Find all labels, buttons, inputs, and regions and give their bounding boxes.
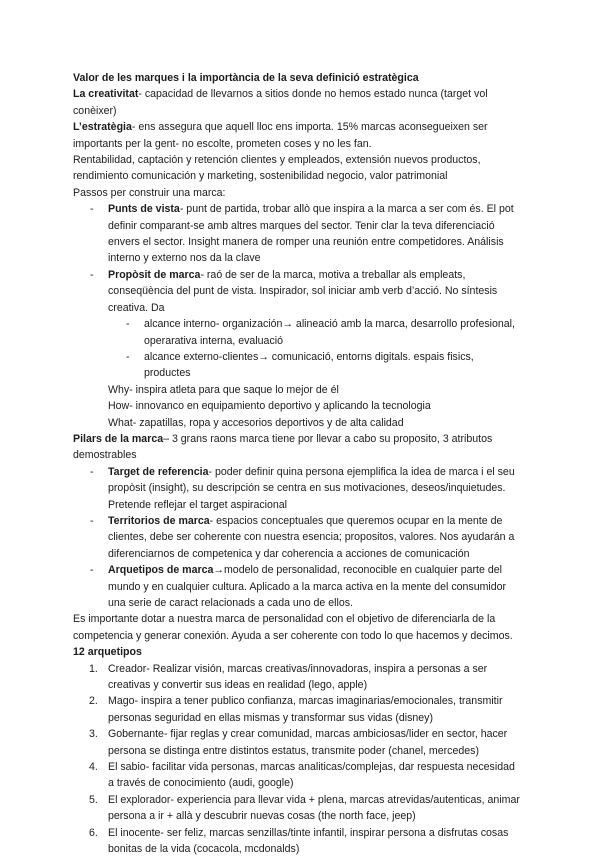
estrategia-term: L’estratègia — [73, 121, 132, 134]
arquetipos-list — [73, 661, 523, 858]
list-item-text: Gobernante- fijar reglas y crear comunidad, marcas ambiciosas/lider en sector, hacer persona se distinga entre distintos estatus, transmite poder (chanel, mercedes) — [108, 728, 508, 757]
estrategia-text: - ens assegura que aquell lloc ens importa. 15% marcas aconsegueixen ser importants per la gent- no escolte, prometen coses y no les fan. — [73, 121, 488, 150]
list-item — [73, 562, 523, 611]
list-item-text: →modelo de personalidad, reconocible en cualquier parte del mundo y en cualquier cultura. Aplicado a la marca activa en la mente del consumidor una serie de caract relacionads a cada uno de ellos. — [108, 564, 507, 609]
arquetipos-heading: 12 arquetipos — [73, 646, 142, 659]
list-item-text: El inocente- ser feliz, marcas senzillas/tinte infantil, inspirar persona a disfrutas cosas bonitas de la vida (cocacola, mcdonalds) — [108, 826, 509, 856]
list-number: 3. — [89, 728, 98, 741]
list-item — [73, 726, 523, 759]
list-item-term: Territorios de marca — [108, 514, 210, 527]
list-item-text: Mago- inspira a tener publico confianza, marcas imaginarias/emocionales, transmitir personas seguridad en ellas mismas y transformar sus vidas (disney) — [108, 695, 503, 724]
what-line: What- zapatillas, ropa y accesorios deportivos y de alta calidad — [108, 416, 404, 429]
creativitat-term: La creativitat — [73, 88, 139, 101]
passos-heading: Passos per construir una marca: — [73, 186, 226, 199]
list-number: 6. — [89, 826, 98, 839]
proposit-sublist — [108, 316, 523, 382]
pilars-text: – 3 grans raons marca tiene por llevar a cabo su proposito, 3 atributos demostrables — [73, 432, 493, 462]
passos-list — [73, 201, 523, 381]
list-item-text: - espacios conceptuales que queremos ocupar en la mente de clientes, debe ser coherente con nuestra esencia; propositos, valores. Nos ayudarán a diferenciarnos de competenica y dar coherencia a acciones de comunicación — [108, 514, 515, 560]
list-item — [73, 759, 523, 792]
list-item — [73, 513, 523, 562]
document-title: Valor de les marques i la importància de la seva definició estratègica — [73, 72, 419, 84]
list-item-term: Punts de vista — [108, 203, 180, 216]
list-item-text: El explorador- experiencia para llevar vida + plena, marcas atrevidas/autenticas, animar persona a ir + allà y descubrir nuevas cosas (the north face, jeep) — [108, 793, 520, 823]
list-item — [73, 267, 523, 382]
list-item-text: - raó de ser de la marca, motiva a treballar als empleats, conseqüència del punt de vista. Inspirador, sol iniciar amb verb d’acció. No síntesis creativa. Da — [108, 268, 498, 314]
list-number: 2. — [89, 695, 98, 708]
list-number: 5. — [89, 793, 98, 806]
why-line: Why- inspira atleta para que saque lo mejor de él — [108, 383, 339, 396]
sub-list-item: - alcance interno- organización→ alineació amb la marca, desarrollo profesional, operarativa interna, evaluació — [108, 316, 523, 349]
list-item-term: Propòsit de marca — [108, 268, 201, 281]
pilars-list — [73, 464, 523, 612]
list-item — [73, 825, 523, 858]
estrategia-paragraph — [73, 119, 523, 152]
importante-paragraph — [73, 611, 523, 660]
creativitat-text: - capacidad de llevarnos a sitios donde no hemos estado nunca (target vol conèixer) — [73, 88, 488, 117]
rentabilidad-paragraph: Rentabilidad, captación y retención clientes y empleados, extensión nuevos productos, rendimiento comunicación y marketing, sostenibilidad negocio, valor patrimonial — [73, 154, 481, 183]
list-item — [73, 693, 523, 726]
list-item-text: El sabio- facilitar vida personas, marcas analiticas/complejas, dar respuesta necesidad a través de conocimiento (audi, google) — [108, 761, 515, 790]
list-item-text: Creador- Realizar visión, marcas creativas/innovadoras, inspira a personas a ser creativas y convertir sus ideas en realidad (lego, apple) — [108, 662, 488, 692]
sub-list-item: - alcance externo-clientes→ comunicació, entorns digitals. espais fisics, productes — [108, 349, 523, 382]
list-item-term: Arquetipos de marca — [108, 564, 214, 577]
how-line: How- innovanco en equipamiento deportivo y aplicando la tecnologia — [108, 400, 431, 413]
list-number: 1. — [89, 662, 98, 675]
why-how-what — [73, 382, 523, 431]
creativitat-paragraph — [73, 86, 523, 119]
importante-text: Es importante dotar a nuestra marca de personalidad con el objetivo de diferenciarla de la competencia y generar conexión. Ayuda a ser coherente con todo lo que hacemos y decimos. — [73, 613, 513, 642]
list-item-term: Target de referencia — [108, 465, 209, 478]
list-item — [73, 201, 523, 267]
document-body — [73, 70, 523, 858]
list-number: 4. — [89, 761, 98, 774]
pilars-term: Pilars de la marca — [73, 432, 164, 445]
list-item — [73, 661, 523, 694]
list-item-text: - poder definir quina persona ejemplifica la idea de marca i el seu propòsit (insight), su descripción se centra en sus motivaciones, deseos/inquietudes. Pretende reflejar el target aspiracional — [108, 465, 515, 511]
list-item — [73, 792, 523, 825]
pilars-paragraph — [73, 431, 523, 464]
list-item-text: - punt de partida, trobar allò que inspira a la marca a ser com és. El pot definir comparant-se amb altres marques del sector. Tenir clar la teva diferenciació envers el sector. Insight manera de romper una reunión entre competidores. Análisis interno y externo nos da la clave — [108, 203, 514, 265]
list-item — [73, 464, 523, 513]
